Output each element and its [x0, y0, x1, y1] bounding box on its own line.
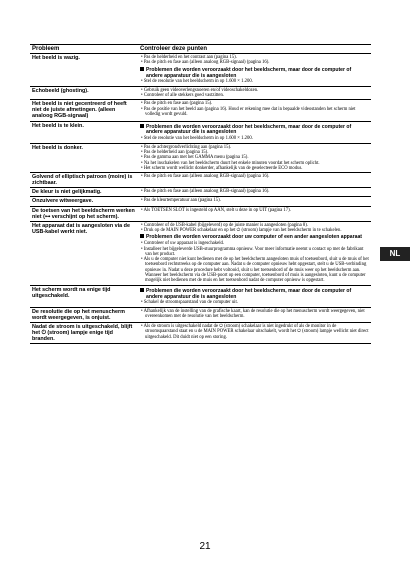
- check-item-text: Als de stroom is uitgeschakeld nadat de ⏻ (stroom) schakelaar is niet ingedrukt of als de monitor in de stroomspaarstand staat en u de MAIN POWER schakelaar uitschakelt, wordt het ⏻ (stroom) lampje wellicht niet direct uitgeschakeld. Dit duidt niet op een storing.: [143, 323, 369, 340]
- problem-cell: De toetsen van het beeldscherm werken niet (⊶ verschijnt op het scherm).: [30, 206, 138, 221]
- table-body: [30, 54, 371, 344]
- bullet-icon: •: [141, 165, 144, 171]
- subheading-text: Problemen die worden veroorzaakt door het beeldscherm, maar door de computer of andere apparatuur die is aangesloten: [146, 123, 352, 136]
- table-row: [30, 307, 371, 322]
- bullet-icon: •: [141, 106, 144, 112]
- table-row: [30, 206, 371, 221]
- table-row: [30, 54, 371, 87]
- problem-cell: Het beeld is niet gecentreerd of heeft niet de juiste afmetingen. (alleen analoog RGB-signaal): [30, 100, 138, 121]
- bullet-icon: •: [141, 198, 144, 204]
- table-row: [30, 188, 371, 197]
- check-item: [140, 198, 369, 203]
- bullet-icon: •: [141, 300, 144, 306]
- check-item-text: Pas de pitch en fase aan (alleen analoog RGB-signaal) (pagina 16).: [143, 174, 270, 180]
- bullet-icon: •: [141, 189, 144, 195]
- check-item: [140, 324, 369, 340]
- header-checks: Controleer deze punten: [138, 45, 371, 54]
- check-item-text: Schakel de stroomspaarstand van de computer uit.: [143, 300, 238, 306]
- bullet-icon: •: [141, 55, 144, 60]
- check-item: [140, 228, 369, 233]
- check-item: [140, 174, 369, 179]
- problem-cell: De resolutie die op het menuscherm wordt weergegeven, is onjuist.: [30, 307, 138, 322]
- check-item: [140, 107, 369, 118]
- bullet-icon: •: [141, 155, 144, 161]
- checks-cell: [138, 322, 371, 343]
- check-item: [140, 93, 369, 98]
- check-item: [140, 136, 369, 141]
- check-item: [140, 309, 369, 320]
- checks-cell: [138, 100, 371, 121]
- check-item-text: Stel de resolutie van het beeldscherm in op 1.600 × 1.200.: [143, 79, 253, 85]
- check-item-text: Pas de gamma aan met het GAMMA menu (pagina 15).: [143, 155, 249, 161]
- check-item: [140, 300, 369, 305]
- check-item-text: Pas de helderheid en het contrast aan (pagina 15).: [143, 55, 237, 60]
- check-item-text: Gebruik geen videoverlengsnoeren en/of videoschakeldozen.: [143, 87, 259, 93]
- check-item: [140, 79, 369, 84]
- check-item-text: Controleer of de USB-kabel (bijgeleverd) op de juiste manier is aangesloten (pagina 8).: [143, 222, 308, 228]
- bullet-icon: •: [141, 149, 144, 155]
- bullet-icon: •: [141, 174, 144, 180]
- subheading-text: Problemen die worden veroorzaakt door uw computer of een ander aangesloten apparaat: [146, 234, 362, 241]
- check-item-text: Afhankelijk van de instelling van de grafische kaart, kan de resolutie die op het menuscherm wordt weergegeven, niet overeenkomen met de resolutie van het beeldscherm.: [143, 308, 365, 320]
- check-item-text: Controleer of alle stekkers goed vastzitten.: [143, 93, 225, 98]
- checks-cell: [138, 121, 371, 143]
- subheading-text: Problemen die worden veroorzaakt door het beeldscherm, maar door de computer of andere apparatuur die is aangesloten: [146, 66, 352, 79]
- bullet-icon: •: [141, 60, 144, 66]
- bullet-icon: •: [141, 323, 144, 329]
- checks-cell: [138, 221, 371, 285]
- bullet-icon: •: [141, 257, 144, 263]
- checks-cell: [138, 307, 371, 322]
- bullet-icon: •: [141, 136, 144, 142]
- bullet-icon: •: [141, 101, 144, 107]
- problem-cell: Het beeld is donker.: [30, 143, 138, 172]
- check-item: [140, 189, 369, 194]
- check-item-text: Installeer het bijgeleverde USB-stuurprogramma opnieuw. Voor meer informatie neemt u contact op met de fabrikant van het product.: [143, 246, 364, 257]
- subheading-text: Problemen die worden veroorzaakt door het beeldscherm, maar door de computer of andere apparatuur die is aangesloten: [146, 287, 352, 300]
- language-tab: NL: [380, 247, 410, 261]
- subheading: [140, 124, 369, 137]
- square-bullet-icon: [140, 124, 144, 128]
- bullet-icon: •: [141, 144, 144, 150]
- check-item-text: Het scherm wordt wellicht donkerder, afhankelijk van de geselecteerde ECO modus.: [143, 165, 303, 171]
- table-row: [30, 121, 371, 143]
- check-item-text: Als u de computer niet kunt bedienen met de op het beeldscherm aangesloten muis of toetsenbord, sluit u de muis of het toetsenbord rechtstreeks op de computer aan. Nadat u de computer opnieuw hebt opgestart, stelt u de USB-verbinding opnieuw in. Nadat u deze procedure hebt voltooid, sluit u het toetsenbord of de muis weer op het beeldscherm aan. Wanneer het beeldscherm via de USB-poort op een computer, toetsenbord of muis is aangesloten, kunt u de computer mogelijk niet bedienen met de muis en het toetsenbord nadat de computer opnieuw is opgestart.: [143, 257, 369, 284]
- check-item-text: Pas de positie van het beeld aan (pagina 16). Houd er rekening mee dat in bepaalde videostanden het scherm niet volledig wordt gevuld.: [143, 106, 356, 117]
- check-item-text: Druk op de MAIN POWER schakelaar en op het ⏻ (stroom) lampje van het beeldscherm in te schakelen.: [143, 228, 342, 234]
- table-row: [30, 221, 371, 285]
- table-row: [30, 197, 371, 206]
- table-row: [30, 173, 371, 188]
- subheading: [140, 67, 369, 80]
- checks-cell: [138, 86, 371, 100]
- check-item-text: Pas de kleurtemperatuur aan (pagina 15).: [143, 198, 221, 204]
- bullet-icon: •: [141, 87, 144, 93]
- problem-cell: Het scherm wordt na enige tijd uitgeschakeld.: [30, 285, 138, 307]
- header-problem: Probleem: [30, 45, 138, 54]
- check-item: [140, 60, 369, 65]
- check-item-text: Pas de achtergrondverlichting aan (pagina 15).: [143, 144, 232, 150]
- bullet-icon: •: [141, 308, 144, 314]
- check-item-text: Als TOETSEN SLOT is ingesteld op AAN, stelt u deze in op UIT (pagina 17).: [143, 207, 291, 213]
- subheading: [140, 288, 369, 301]
- problem-cell: Het apparaat dat is aangesloten via de USB-kabel werkt niet.: [30, 221, 138, 285]
- bullet-icon: •: [141, 246, 144, 252]
- problem-cell: Het beeld is wazig.: [30, 54, 138, 87]
- checks-cell: [138, 197, 371, 206]
- square-bullet-icon: [140, 67, 144, 71]
- check-item: [140, 257, 369, 283]
- table-header-row: [30, 45, 371, 54]
- problem-cell: Golvend of elliptisch patroon (moire) is zichtbaar.: [30, 173, 138, 188]
- problem-cell: Nadat de stroom is uitgeschakeld, blijft het ⏻ (stroom) lampje enige tijd branden.: [30, 322, 138, 343]
- bullet-icon: •: [141, 207, 144, 213]
- check-item: [140, 247, 369, 258]
- check-item: [140, 208, 369, 213]
- problem-cell: Het beeld is te klein.: [30, 121, 138, 143]
- bullet-icon: •: [141, 93, 144, 98]
- problem-cell: Onzuivere witweergave.: [30, 197, 138, 206]
- checks-cell: [138, 206, 371, 221]
- square-bullet-icon: [140, 234, 144, 238]
- table-row: [30, 285, 371, 307]
- check-item-text: Stel de resolutie van het beeldscherm in op 1.600 × 1.200.: [143, 136, 253, 142]
- check-item: [140, 166, 369, 171]
- troubleshooting-table: [30, 44, 371, 344]
- bullet-icon: •: [141, 228, 144, 234]
- problem-cell: Echobeeld (ghosting).: [30, 86, 138, 100]
- bullet-icon: •: [141, 79, 144, 85]
- checks-cell: [138, 285, 371, 307]
- troubleshooting-page: [30, 44, 371, 344]
- table-row: [30, 143, 371, 172]
- page-number: 21: [199, 541, 211, 552]
- bullet-icon: •: [141, 241, 144, 247]
- check-item-text: Pas de helderheid aan (pagina 15).: [143, 149, 209, 155]
- problem-cell: De kleur is niet gelijkmatig.: [30, 188, 138, 197]
- check-item-text: Controleer of uw apparaat is ingeschakeld.: [143, 241, 225, 247]
- checks-cell: [138, 54, 371, 87]
- check-item-text: Pas de pitch en fase aan (alleen analoog RGB-signaal) (pagina 16).: [143, 189, 270, 195]
- square-bullet-icon: [140, 288, 144, 292]
- bullet-icon: •: [141, 160, 144, 166]
- subheading: [140, 234, 369, 241]
- check-item-text: Na het inschakelen van het beeldscherm duurt het enkele minuten voordat het scherm oplicht.: [143, 160, 320, 166]
- table-row: [30, 100, 371, 121]
- check-item-text: Pas de pitch en fase aan (alleen analoog RGB-signaal) (pagina 16).: [143, 60, 270, 66]
- check-item-text: Pas de pitch en fase aan (pagina 15).: [143, 101, 213, 107]
- bullet-icon: •: [141, 222, 144, 228]
- table-row: [30, 86, 371, 100]
- checks-cell: [138, 173, 371, 188]
- checks-cell: [138, 143, 371, 172]
- checks-cell: [138, 188, 371, 197]
- table-row: [30, 322, 371, 343]
